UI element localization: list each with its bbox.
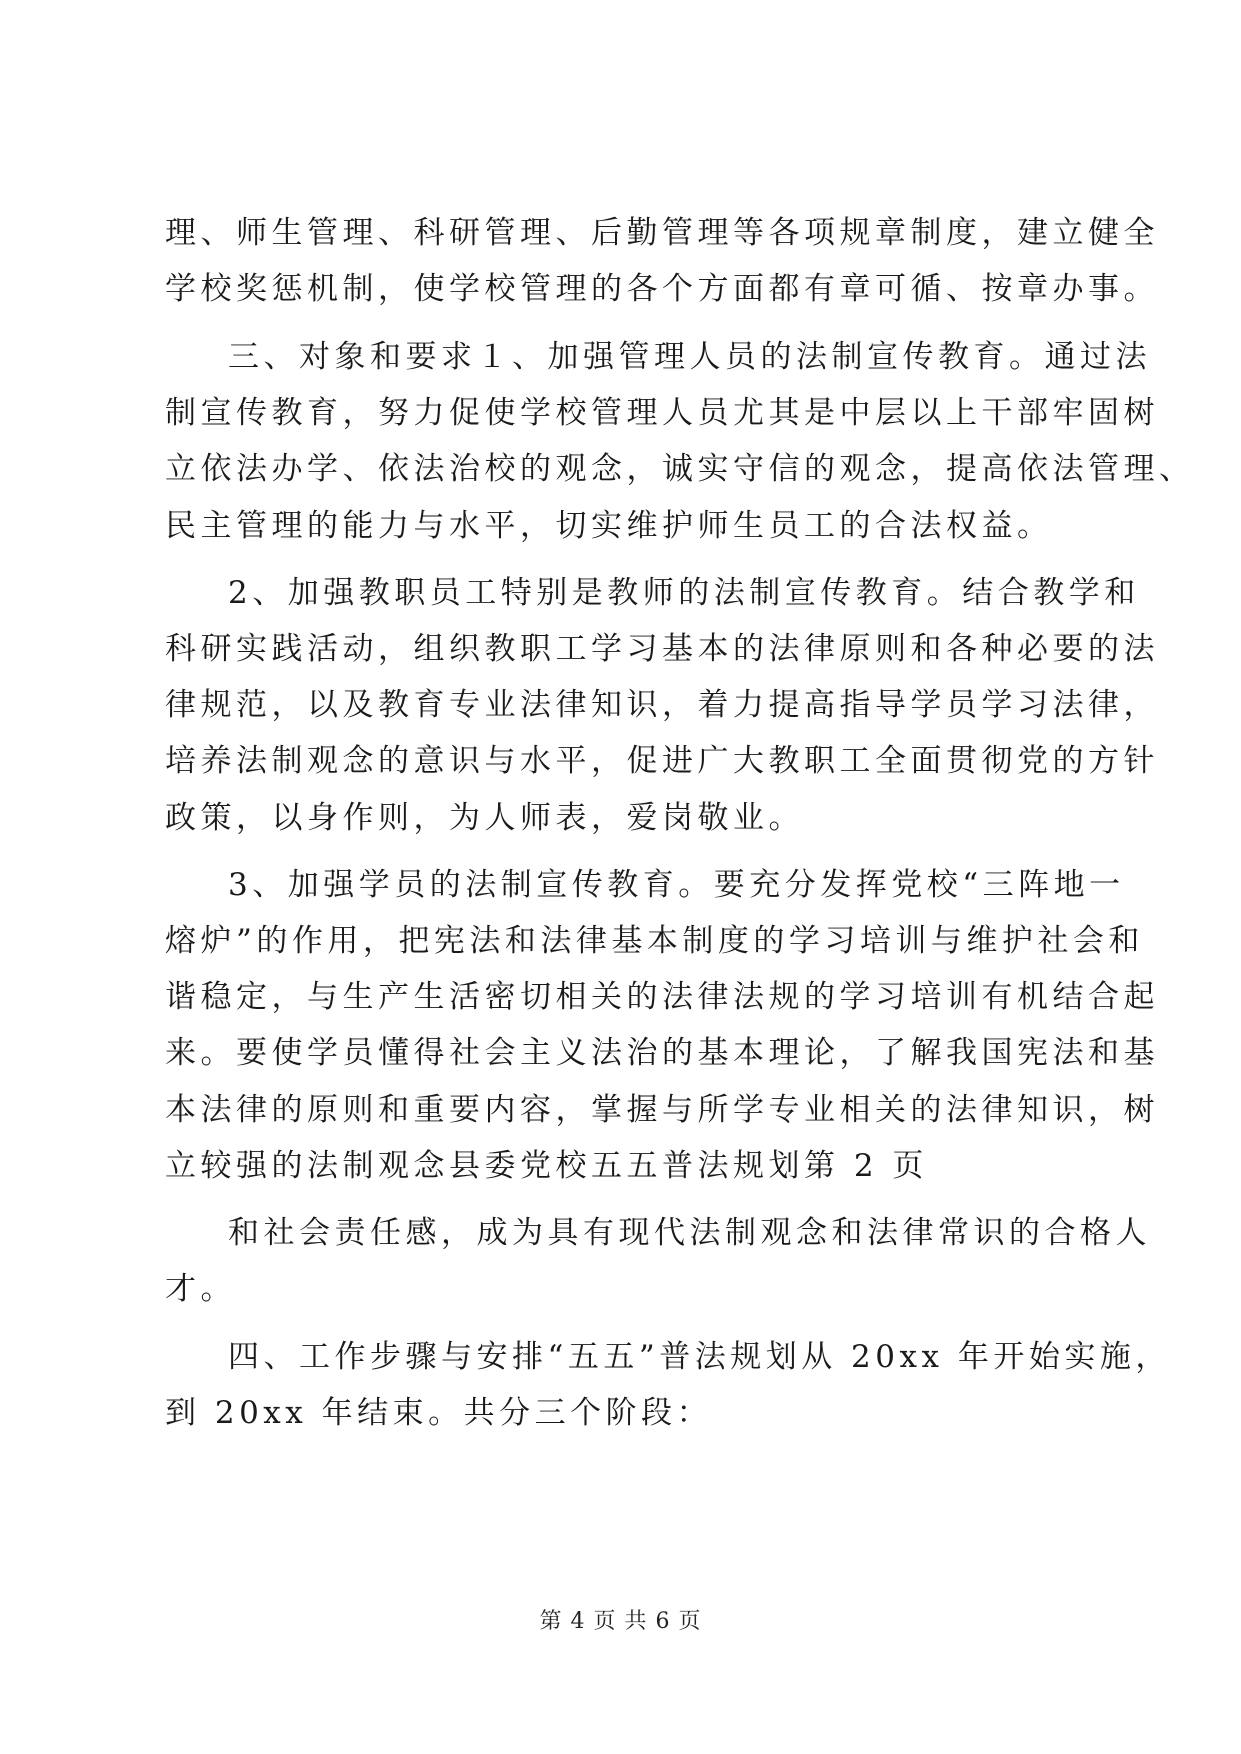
text-line: 理、师生管理、科研管理、后勤管理等各项规章制度，建立健全 bbox=[165, 215, 1159, 251]
text-line: 学校奖惩机制，使学校管理的各个方面都有章可循、按章办事。 bbox=[165, 271, 1159, 307]
paragraph-start-line: 和社会责任感，成为具有现代法制观念和法律常识的合格人 bbox=[228, 1215, 1151, 1251]
text-line: 本法律的原则和重要内容，掌握与所学专业相关的法律知识，树 bbox=[165, 1092, 1159, 1128]
text-line: 熔炉”的作用，把宪法和法律基本制度的学习培训与维护社会和 bbox=[165, 923, 1144, 959]
text-line: 立依法办学、依法治校的观念，诚实守信的观念，提高依法管理、 bbox=[165, 451, 1195, 487]
text-line: 来。要使学员懂得社会主义法治的基本理论，了解我国宪法和基 bbox=[165, 1035, 1159, 1071]
text-line: 政策，以身作则，为人师表，爱岗敬业。 bbox=[165, 800, 804, 836]
paragraph-start-line: 四、工作步骤与安排“五五”普法规划从 20xx 年开始实施， bbox=[228, 1339, 1171, 1375]
text-line: 才。 bbox=[165, 1271, 236, 1307]
paragraph-start-line: 3、加强学员的法制宣传教育。要充分发挥党校“三阵地一 bbox=[228, 867, 1125, 903]
text-line: 到 20xx 年结束。共分三个阶段： bbox=[165, 1395, 713, 1431]
text-line: 科研实践活动，组织教职工学习基本的法律原则和各种必要的法 bbox=[165, 631, 1159, 667]
text-line: 谐稳定，与生产生活密切相关的法律法规的学习培训有机结合起 bbox=[165, 979, 1159, 1015]
paragraph-start-line: 三、对象和要求１、加强管理人员的法制宣传教育。通过法 bbox=[228, 339, 1151, 375]
text-line: 制宣传教育，努力促使学校管理人员尤其是中层以上干部牢固树 bbox=[165, 395, 1159, 431]
text-line: 培养法制观念的意识与水平，促进广大教职工全面贯彻党的方针 bbox=[165, 743, 1159, 779]
paragraph-start-line: 2、加强教职员工特别是教师的法制宣传教育。结合教学和 bbox=[228, 575, 1140, 611]
page-footer: 第 4 页 共 6 页 bbox=[539, 1609, 702, 1634]
text-line: 立较强的法制观念县委党校五五普法规划第 2 页 bbox=[165, 1148, 928, 1184]
text-line: 律规范，以及教育专业法律知识，着力提高指导学员学习法律， bbox=[165, 687, 1159, 723]
text-line: 民主管理的能力与水平，切实维护师生员工的合法权益。 bbox=[165, 508, 1053, 544]
